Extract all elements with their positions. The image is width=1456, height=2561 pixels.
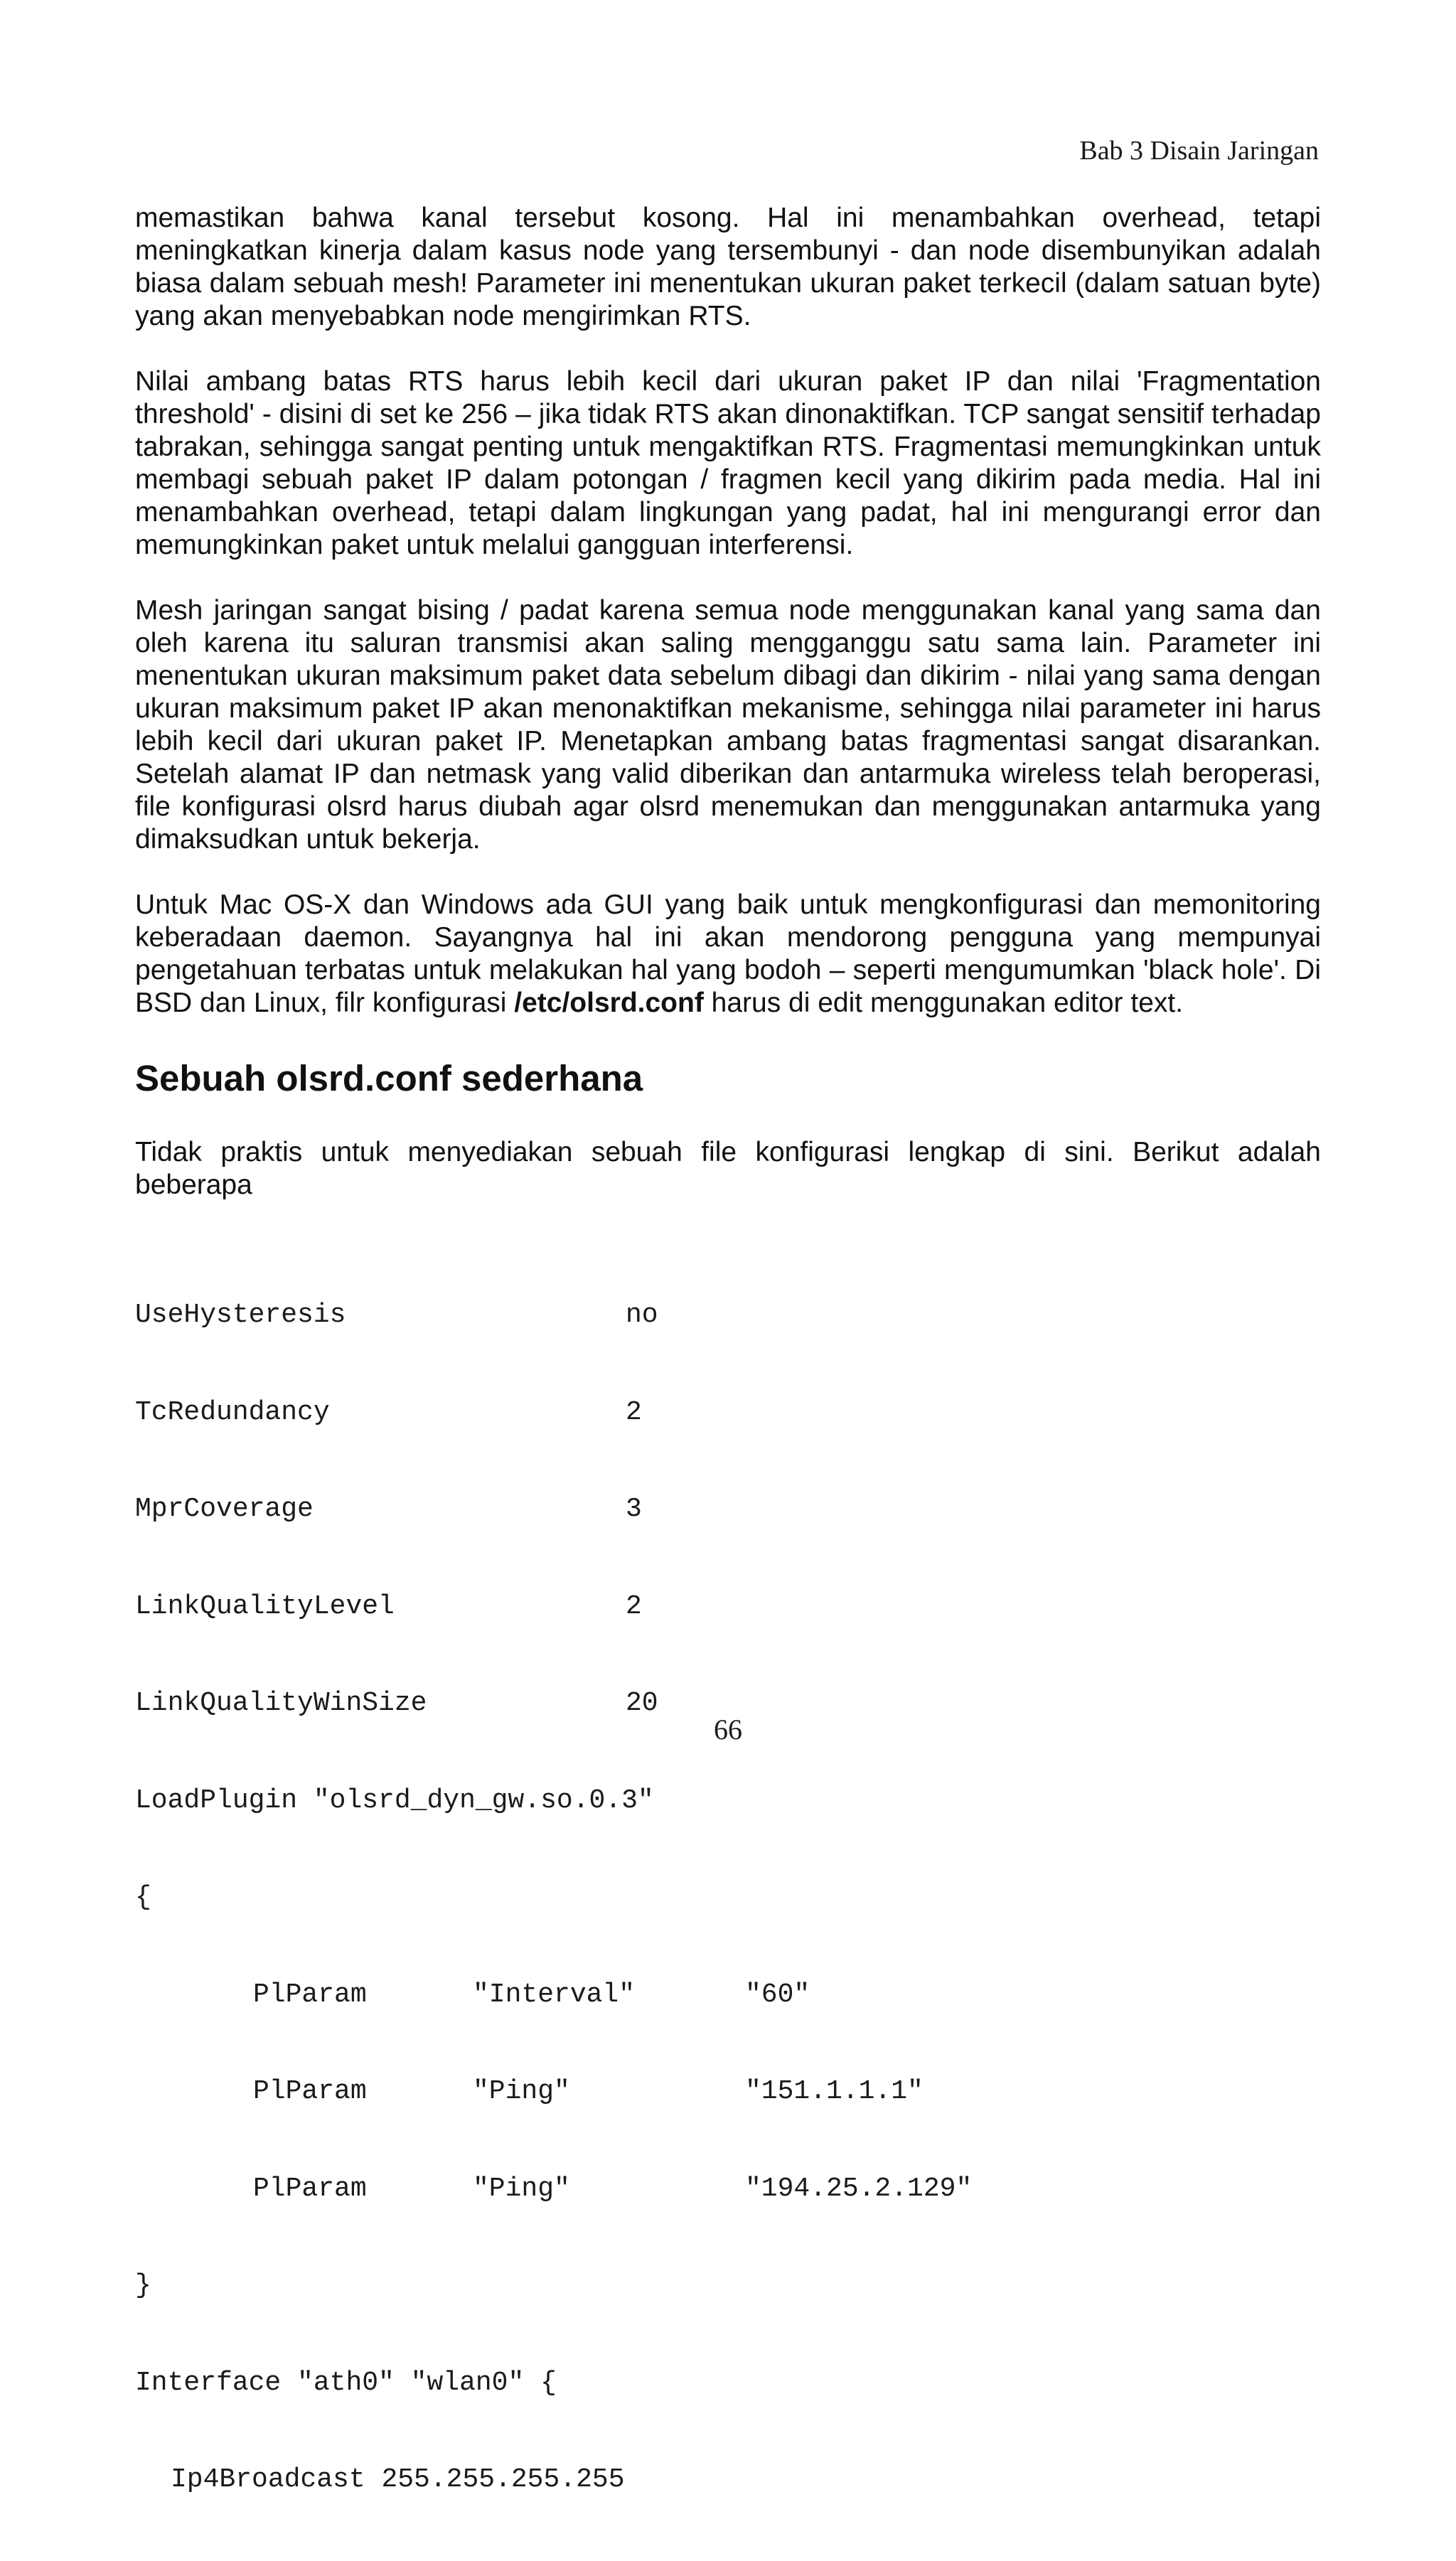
plparam-keyword: PlParam — [253, 2076, 367, 2107]
setting-key: UseHysteresis — [135, 1300, 346, 1330]
code-line-plparam — [135, 2173, 1321, 2206]
code-line-load-plugin: LoadPlugin "olsrd_dyn_gw.so.0.3" — [135, 1785, 654, 1816]
setting-value: 2 — [626, 1590, 642, 1622]
paragraph-rts-overhead: memastikan bahwa kanal tersebut kosong. Hal ini menambahkan overhead, tetapi meningkatkan kinerja dalam kasus node yang tersembunyi - dan node disembunyikan adalah biasa dalam sebuah mesh! Parameter ini menentukan ukuran paket terkecil (dalam satuan byte) yang akan menyebabkan node mengirimkan RTS. — [135, 203, 1321, 331]
plparam-name: "Ping" — [473, 2173, 570, 2204]
setting-key: TcRedundancy — [135, 1396, 330, 1428]
code-line-plparam — [135, 1979, 1321, 2011]
paragraph-fragmentation: Mesh jaringan sangat bising / padat karena semua node menggunakan kanal yang sama dan oleh karena itu saluran transmisi akan saling mengganggu satu sama lain. Parameter ini menentukan ukuran maksimum paket data sebelum dibagi dan dikirim - nilai yang sama dengan ukuran maksimum paket IP akan menonaktifkan mekanisme, sehingga nilai parameter ini harus lebih kecil dari ukuran paket IP. Menetapkan ambang batas fragmentasi sangat disarankan. Setelah alamat IP dan netmask yang valid diberikan dan antarmuka wireless telah beroperasi, file konfigurasi olsrd harus diubah agar olsrd menemukan dan menggunakan antarmuka yang dimaksudkan untuk bekerja. — [135, 595, 1321, 855]
paragraph-config-gui — [135, 889, 1321, 1020]
code-listing — [135, 1234, 1321, 2561]
code-line-setting — [135, 1299, 1321, 1332]
code-line-setting — [135, 1396, 1321, 1429]
setting-key: MprCoverage — [135, 1494, 314, 1524]
page-number: 66 — [714, 1713, 742, 1745]
code-line-plparam — [135, 2075, 1321, 2108]
setting-value: 20 — [626, 1688, 658, 1718]
section-intro: Tidak praktis untuk menyediakan sebuah file konfigurasi lengkap di sini. Berikut adalah beberapa — [135, 1137, 1321, 1200]
plparam-keyword: PlParam — [253, 2173, 367, 2204]
setting-value: 2 — [626, 1396, 642, 1428]
plparam-name: "Interval" — [473, 1979, 636, 2010]
page-body — [135, 202, 1321, 2561]
plparam-value: "60" — [745, 1979, 810, 2010]
paragraph-rts-threshold: Nilai ambang batas RTS harus lebih kecil dari ukuran paket IP dan nilai 'Fragmentation threshold' - disini di set ke 256 – jika tidak RTS akan dinonaktifkan. TCP sangat sensitif terhadap tabrakan, sehingga sangat penting untuk mengaktifkan RTS. Fragmentasi memungkinkan untuk membagi sebuah paket IP dalam potongan / fragmen kecil yang dikirim pada media. Hal ini menambahkan overhead, tetapi dalam lingkungan yang padat, hal ini mengurangi error dan memungkinkan paket untuk melalui gangguan interferensi. — [135, 366, 1321, 560]
plparam-name: "Ping" — [473, 2076, 570, 2107]
paragraph-config-gui-tail: harus di edit menggunakan editor text. — [703, 988, 1184, 1018]
running-header: Bab 3 Disain Jaringan — [1079, 136, 1319, 166]
paragraph-config-gui-text: Untuk Mac OS-X dan Windows ada GUI yang baik untuk mengkonfigurasi dan memonitoring keberadaan daemon. Sayangnya hal ini akan mendorong pengguna yang mempunyai pengetahuan terbatas untuk melakukan hal yang bodoh – seperti mengumumkan 'black hole'. Di BSD dan Linux, filr konfigurasi — [135, 889, 1321, 1018]
code-line-open-brace: { — [135, 1882, 151, 1913]
code-line-setting — [135, 1493, 1321, 1526]
setting-key: LinkQualityWinSize — [135, 1688, 427, 1718]
code-line-close-brace: } — [135, 2270, 151, 2301]
plparam-value: "151.1.1.1" — [745, 2076, 924, 2107]
setting-key: LinkQualityLevel — [135, 1590, 395, 1622]
plparam-value: "194.25.2.129" — [745, 2173, 973, 2204]
code-line-broadcast: Ip4Broadcast 255.255.255.255 — [171, 2464, 625, 2495]
code-line-interface: Interface "ath0" "wlan0" { — [135, 2367, 557, 2398]
config-file-path: /etc/olsrd.conf — [514, 988, 704, 1018]
plparam-keyword: PlParam — [253, 1979, 367, 2010]
setting-value: no — [626, 1300, 658, 1330]
section-heading: Sebuah olsrd.conf sederhana — [135, 1058, 643, 1098]
setting-value: 3 — [626, 1494, 642, 1524]
code-line-setting — [135, 1590, 1321, 1623]
